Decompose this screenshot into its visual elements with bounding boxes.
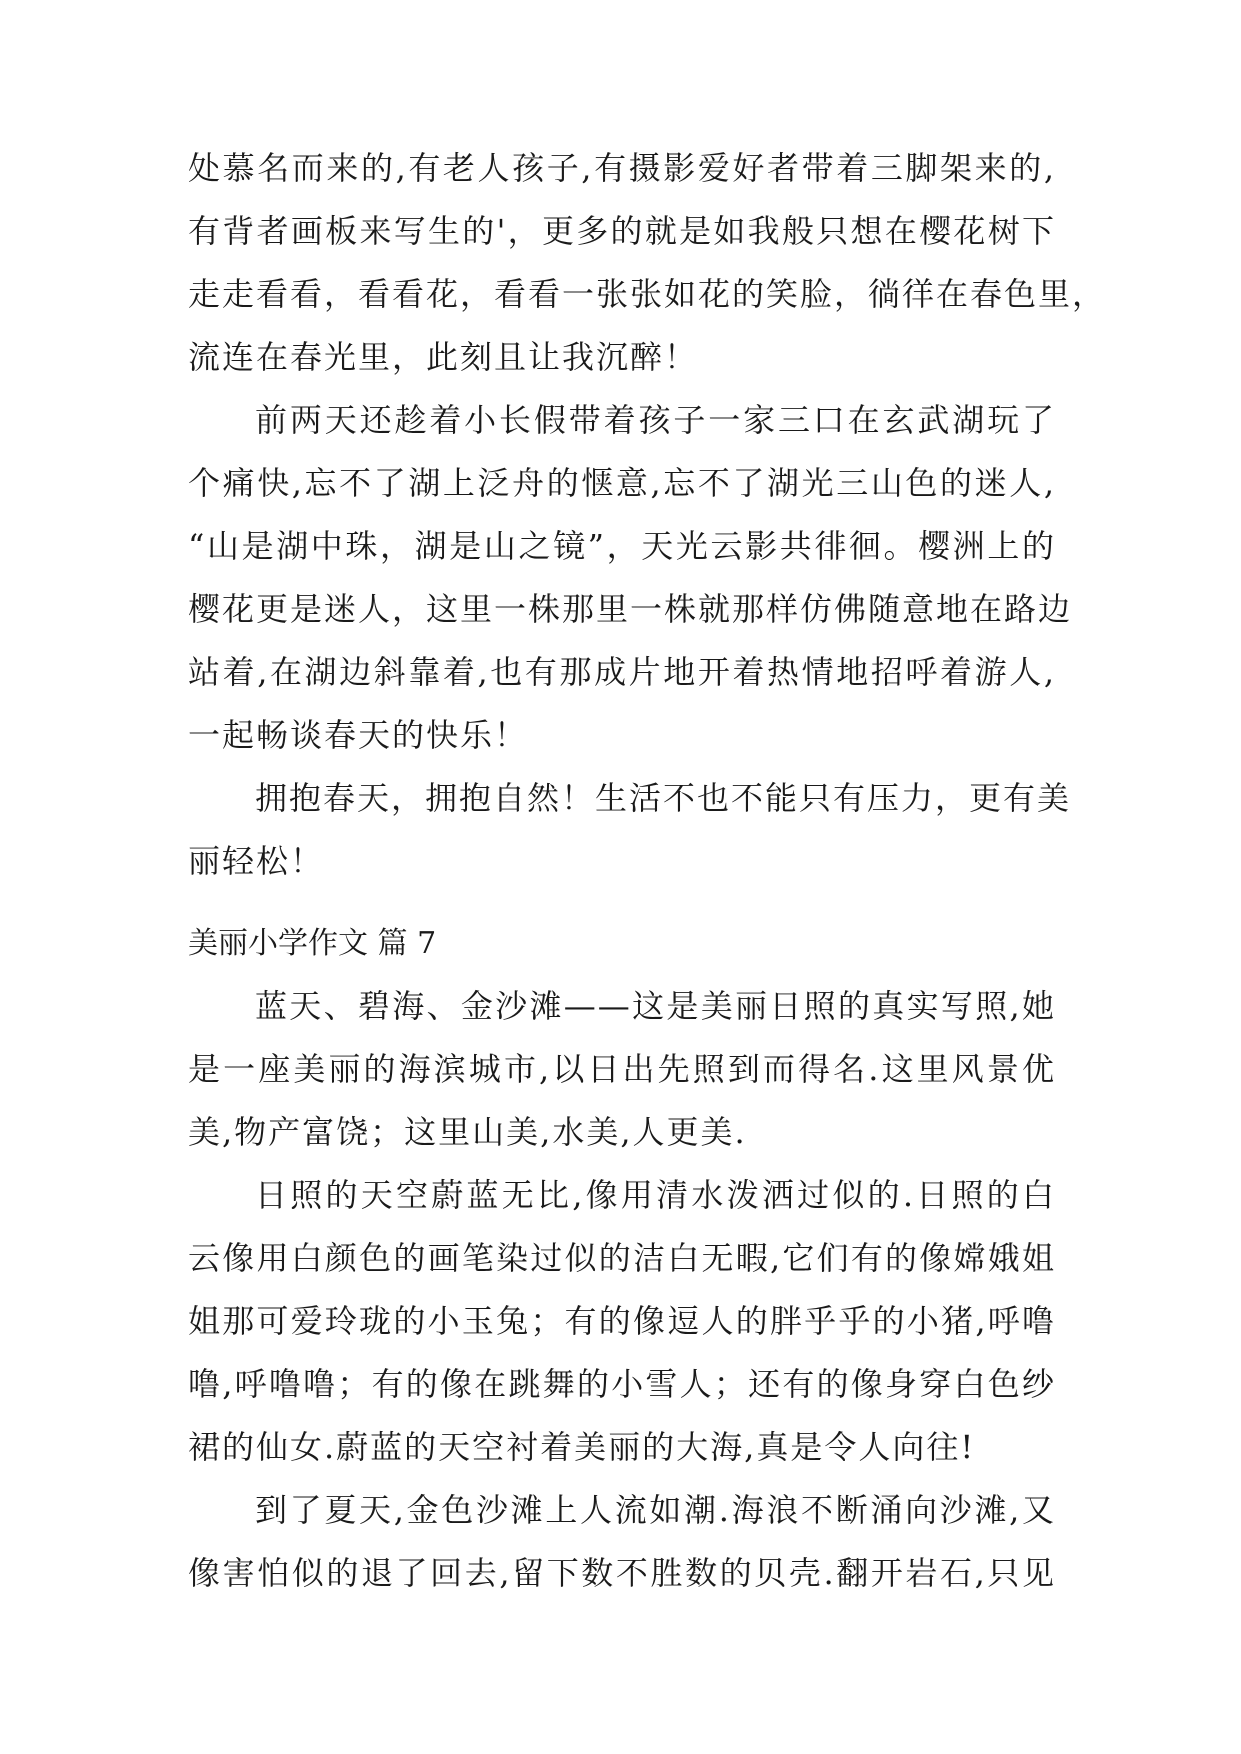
paragraph-rizhao-sky bbox=[188, 1164, 1056, 1479]
text-line: 云像用白颜色的画笔染过似的洁白无暇,它们有的像嫦娥姐 bbox=[188, 1239, 1056, 1277]
text-line: 噜,呼噜噜；有的像在跳舞的小雪人；还有的像身穿白色纱 bbox=[188, 1365, 1056, 1403]
text-line: 一起畅谈春天的快乐！ bbox=[188, 716, 529, 754]
text-line: 美,物产富饶；这里山美,水美,人更美. bbox=[188, 1113, 747, 1151]
text-line: 裙的仙女.蔚蓝的天空衬着美丽的大海,真是令人向往! bbox=[188, 1428, 976, 1466]
paragraph-rizhao-intro bbox=[188, 975, 1056, 1164]
text-line: 樱花更是迷人，这里一株那里一株就那样仿佛随意地在路边 bbox=[188, 590, 1073, 628]
text-line: 丽轻松！ bbox=[188, 842, 325, 880]
text-line: 像害怕似的退了回去,留下数不胜数的贝壳.翻开岩石,只见 bbox=[188, 1554, 1056, 1592]
text-line: “山是湖中珠，湖是山之镜”，天光云影共徘徊。樱洲上的 bbox=[188, 527, 1056, 565]
essay-heading: 美丽小学作文 篇 7 bbox=[188, 926, 437, 961]
text-line: 流连在春光里，此刻且让我沉醉！ bbox=[188, 338, 699, 376]
text-line: 站着,在湖边斜靠着,也有那成片地开着热情地招呼着游人, bbox=[188, 653, 1056, 691]
text-line: 个痛快,忘不了湖上泛舟的惬意,忘不了湖光三山色的迷人, bbox=[188, 464, 1056, 502]
text-line: 处慕名而来的,有老人孩子,有摄影爱好者带着三脚架来的, bbox=[188, 149, 1056, 187]
text-line: 拥抱春天，拥抱自然！生活不也不能只有压力，更有美 bbox=[255, 779, 1072, 817]
text-line: 日照的天空蔚蓝无比,像用清水泼洒过似的.日照的白 bbox=[255, 1176, 1056, 1214]
text-line: 蓝天、碧海、金沙滩——这是美丽日照的真实写照,她 bbox=[255, 987, 1056, 1025]
text-line: 有背者画板来写生的'，更多的就是如我般只想在樱花树下 bbox=[188, 212, 1056, 250]
text-line: 是一座美丽的海滨城市,以日出先照到而得名.这里风景优 bbox=[188, 1050, 1056, 1088]
text-line: 走走看看，看看花，看看一张张如花的笑脸，徜徉在春色里， bbox=[188, 275, 1107, 313]
text-line: 姐那可爱玲珑的小玉兔；有的像逗人的胖乎乎的小猪,呼噜 bbox=[188, 1302, 1056, 1340]
text-line: 前两天还趁着小长假带着孩子一家三口在玄武湖玩了 bbox=[255, 401, 1056, 439]
paragraph-rizhao-summer bbox=[188, 1479, 1056, 1605]
text-line: 到了夏天,金色沙滩上人流如潮.海浪不断涌向沙滩,又 bbox=[255, 1491, 1056, 1529]
paragraph-embrace-spring bbox=[188, 767, 1072, 893]
paragraph-xuanwu-lake bbox=[188, 389, 1073, 767]
paragraph-cherry-blossom-visitors bbox=[188, 137, 1107, 389]
